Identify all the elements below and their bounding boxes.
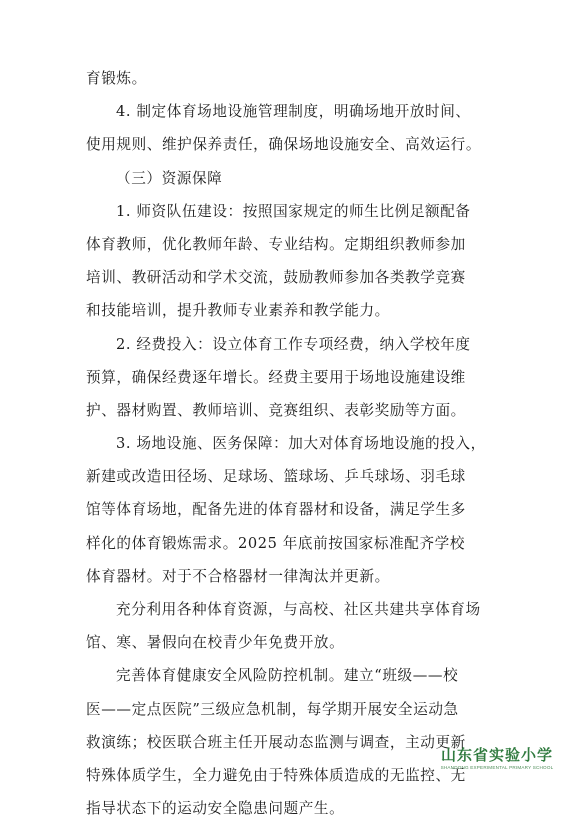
text-line-19: 完善体育健康安全风险防控机制。建立“班级——校 bbox=[116, 667, 459, 685]
text-line-8: 和技能培训，提升教师专业素养和教学能力。 bbox=[86, 302, 390, 320]
text-line-5: 1. 师资队伍建设：按照国家规定的师生比例足额配备 bbox=[116, 202, 471, 220]
text-line-9: 2. 经费投入：设立体育工作专项经费，纳入学校年度 bbox=[116, 335, 471, 353]
document-body bbox=[86, 62, 496, 825]
text-line-15: 样化的体育锻炼需求。2025 年底前按国家标准配齐学校 bbox=[86, 534, 466, 552]
text-line-11: 护、器材购置、教师培训、竞赛组织、表彰奖励等方面。 bbox=[86, 401, 466, 419]
text-line-17: 充分利用各种体育资源，与高校、社区共建共享体育场 bbox=[116, 601, 481, 618]
school-logo-english: SHANDONG EXPERIMENTAL PRIMARY SCHOOL bbox=[440, 765, 554, 770]
text-line-16: 体育器材。对于不合格器材一律淘汰并更新。 bbox=[86, 567, 390, 585]
school-logo bbox=[437, 746, 557, 776]
text-line-13: 新建或改造田径场、足球场、篮球场、乒乓球场、羽毛球 bbox=[86, 468, 466, 486]
text-line-22: 特殊体质学生，全力避免由于特殊体质造成的无监控、无 bbox=[86, 766, 466, 784]
text-line-20: 医——定点医院”三级应急机制，每学期开展安全运动急 bbox=[86, 700, 459, 718]
text-line-6: 体育教师，优化教师年龄、专业结构。定期组织教师参加 bbox=[86, 235, 466, 253]
text-line-3: 使用规则、维护保养责任，确保场地设施安全、高效运行。 bbox=[86, 136, 482, 154]
school-logo-chinese: 山东省实验小学 bbox=[440, 746, 553, 764]
text-line-1: 育锻炼。 bbox=[86, 70, 147, 87]
text-line-18: 馆、寒、暑假向在校青少年免费开放。 bbox=[86, 634, 345, 652]
text-line-2: 4. 制定体育场地设施管理制度，明确场地开放时间、 bbox=[116, 103, 471, 121]
text-line-14: 馆等体育场地，配备先进的体育器材和设备，满足学生多 bbox=[86, 501, 466, 519]
text-line-10: 预算，确保经费逐年增长。经费主要用于场地设施建设维 bbox=[86, 368, 466, 386]
text-line-21: 救演练；校医联合班主任开展动态监测与调查，主动更新 bbox=[86, 733, 466, 751]
text-line-7: 培训、教研活动和学术交流，鼓励教师参加各类教学竞赛 bbox=[86, 269, 466, 287]
section-heading: （三）资源保障 bbox=[116, 169, 223, 187]
text-line-12: 3. 场地设施、医务保障：加大对体育场地设施的投入， bbox=[116, 435, 486, 453]
text-line-23: 指导状态下的运动安全隐患问题产生。 bbox=[86, 800, 345, 818]
